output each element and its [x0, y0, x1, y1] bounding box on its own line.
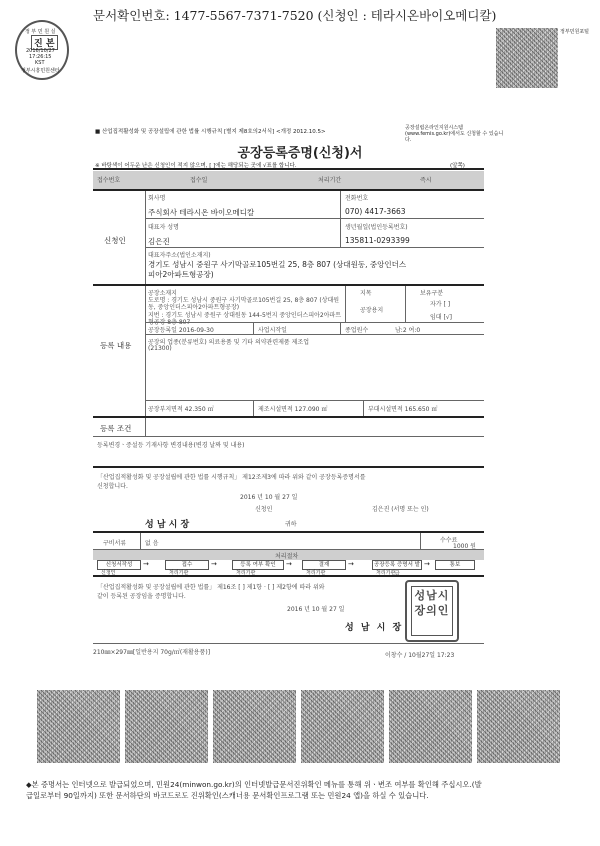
- ownership-rent-checkbox: 임대 [√]: [430, 314, 453, 321]
- receipt-no-label: 접수번호: [97, 177, 121, 184]
- company-value: 주식회사 테라시온 바이오메디칼: [148, 208, 255, 217]
- receipt-date-label: 접수일: [190, 177, 208, 184]
- land-category-value: 공장용지: [360, 307, 384, 314]
- address-value: 경기도 성남시 중원구 사기막골로105번길 25, 8층 807 (상대원동, 중앙인더스피아2아파트형공장): [148, 260, 407, 279]
- lot-address: 지번 : 경기도 성남시 중원구 상대원동 144-5번지 중앙인더스피아2아파트형공장 8층 807: [148, 312, 342, 326]
- arrow-icon: →: [211, 560, 217, 568]
- procedure-step: 등록 여부 확인: [232, 560, 284, 570]
- barcode-image: [496, 28, 558, 88]
- seal-line: 정 부 민 원 실: [25, 29, 56, 35]
- applicant-signature: 김은진 (서명 또는 인): [372, 506, 429, 513]
- procedure-step: 결재: [302, 560, 346, 570]
- certificate-date: 2016 년 10 월 27 일: [287, 606, 345, 613]
- processing-period-label: 처리기간: [318, 177, 342, 184]
- ownership-label: 보유구분: [420, 290, 444, 297]
- stamp-text: 성남시장의인: [411, 586, 453, 636]
- rep-value: 김은진: [148, 237, 170, 246]
- arrow-icon: →: [348, 560, 354, 568]
- request-date: 2016 년 10 월 27 일: [240, 494, 298, 501]
- site-area: 공장부지면적 42.350 ㎡: [148, 406, 214, 413]
- arrow-icon: →: [286, 560, 292, 568]
- law-reference: ■ 산업집적활성화 및 공장설립에 관한 법률 시행규칙 [별지 제8호의2서식] <개정 2012.10.5>: [95, 129, 326, 135]
- divider: [93, 284, 484, 286]
- manufacturing-area: 제조시설면적 127.090 ㎡: [258, 406, 328, 413]
- official-stamp: [405, 580, 459, 642]
- procedure-step-actor: 처리기관: [236, 570, 256, 576]
- certificate-text: 같이 등록된 공장임을 증명합니다.: [97, 593, 186, 600]
- security-barcode: [37, 690, 120, 763]
- divider: [140, 533, 141, 549]
- seal-line: 정부시흥민원센터: [21, 68, 60, 74]
- divider: [145, 247, 484, 248]
- procedure-step-actor: 처리기관: [306, 570, 326, 576]
- ownership-own-checkbox: 자가 [ ]: [430, 301, 451, 308]
- birth-label: 생년월일(법인등록번호): [345, 224, 408, 231]
- divider: [145, 191, 146, 284]
- processing-period-value: 즉시: [420, 177, 432, 184]
- divider: [93, 643, 484, 644]
- phone-label: 전화번호: [345, 195, 369, 202]
- registration-condition-label: 등록 조건: [100, 424, 132, 433]
- documents-label: 구비서류: [103, 540, 127, 547]
- instruction-note: ※ 바탕색이 어두운 난은 신청인이 적지 않으며, [ ]에는 해당되는 곳에 √표를 합니다.: [95, 163, 297, 169]
- business-start-label: 사업시작일: [258, 327, 287, 334]
- procedure-step: 통보: [435, 560, 475, 570]
- procedure-step-actor: 처리기관: [376, 570, 396, 576]
- registration-section-label: 등록 내용: [100, 341, 132, 350]
- documents-value: 없 음: [145, 540, 159, 547]
- request-text: 「산업집적활성화 및 공장설립에 관한 법률 시행규칙」 제12조제3에 따라 위와 같이 공장등록증명서를: [97, 474, 366, 481]
- procedure-step: 접수: [165, 560, 209, 570]
- procedure-step: 공장등록 증명서 발급: [373, 562, 420, 577]
- procedure-step-actor: 신청인: [101, 570, 116, 576]
- footer-note: 급일로부터 90일까지) 또한 문서하단의 바코드로도 진위확인(스캐너용 문서확인프로그램 또는 민원24 앱)을 하실 수 있습니다.: [26, 791, 429, 800]
- seal-main: 진 본: [31, 35, 58, 50]
- request-text: 신청합니다.: [97, 483, 128, 490]
- divider: [93, 189, 484, 191]
- security-barcode: [477, 690, 560, 763]
- recipient-suffix: 귀하: [285, 521, 297, 528]
- paper-spec: 210㎜×297㎜[일반용지 70g/㎡(재활용품)]: [93, 649, 211, 656]
- certificate-office: 성 남 시 장: [345, 623, 404, 633]
- divider: [145, 322, 484, 323]
- changes-label: 등록변경ㆍ증설등 기재사항 변경내용(변경 날짜 및 내용): [97, 442, 245, 449]
- birth-value: 135811-0293399: [345, 236, 410, 245]
- address-label: 대표자주소(법인소재지): [148, 252, 211, 259]
- divider: [145, 286, 146, 416]
- land-category-label: 지목: [360, 290, 372, 297]
- certificate-text: 「산업집적활성화 및 공장설립에 관한 법률」 제16조 [ ] 제1항 · [ ] 제2항에 따라 위와: [97, 584, 325, 591]
- employees-value: 남:2 여:0: [395, 327, 421, 334]
- divider: [145, 218, 484, 219]
- industry-value: 공장의 업종(분류번호) 의료용품 및 기타 의약관련제품 제조업: [148, 339, 310, 346]
- seal-line: 2016/10/27: [26, 48, 55, 54]
- divider: [420, 533, 421, 549]
- seal-line: KST: [35, 60, 45, 66]
- auxiliary-area: 부대시설면적 165.650 ㎡: [368, 406, 438, 413]
- divider: [253, 322, 254, 334]
- page-indicator: (앞쪽): [450, 163, 465, 169]
- footer-note: ◆본 증명서는 인터넷으로 발급되었으며, 민원24(minwon.go.kr)의 인터넷발급문서진위확인 메뉴를 통해 위ㆍ변조 여부를 확인해 주십시오.(발: [26, 780, 482, 789]
- applicant-sign-label: 신청인: [255, 506, 273, 513]
- procedure-label: 처리절차: [275, 553, 299, 560]
- applicant-section-label: 신청인: [104, 236, 126, 245]
- divider: [93, 416, 484, 418]
- divider: [253, 400, 254, 416]
- security-barcode: [389, 690, 472, 763]
- road-address: 도로명 : 경기도 성남시 중원구 사기막골로105번길 25, 8층 807 (상대원동, 중앙인더스피아2아파트형공장): [148, 297, 340, 311]
- form-title: 공장등록증명(신청)서: [237, 146, 363, 161]
- procedure-step-actor: 처리기관: [169, 570, 189, 576]
- divider: [93, 466, 484, 468]
- portal-label: 정부민원포털: [560, 29, 589, 35]
- divider: [340, 191, 341, 247]
- security-barcode: [125, 690, 208, 763]
- document-confirmation-number: 문서확인번호: 1477-5567-7371-7520 (신청인 : 테라시온바이오메디칼): [93, 8, 497, 23]
- divider: [145, 334, 484, 335]
- divider: [363, 400, 364, 416]
- procedure-step: 신청서작성: [97, 560, 141, 570]
- security-barcode: [213, 690, 296, 763]
- divider: [340, 322, 341, 334]
- employees-label: 종업원수: [345, 327, 369, 334]
- arrow-icon: →: [143, 560, 149, 568]
- divider: [93, 575, 484, 577]
- divider: [145, 400, 484, 401]
- divider: [93, 531, 484, 533]
- authenticity-seal: [15, 20, 69, 80]
- phone-value: 070) 4417-3663: [345, 207, 406, 216]
- arrow-icon: →: [424, 560, 430, 568]
- divider: [93, 436, 484, 437]
- issuer-stamp: 이창수 / 10월27일 17:23: [385, 652, 455, 659]
- recipient-office: 성 남 시 장: [145, 520, 190, 530]
- company-label: 회사명: [148, 195, 166, 202]
- fee-value: 1000 원: [453, 543, 476, 550]
- factory-address-label: 공장소재지: [148, 290, 177, 297]
- divider: [145, 418, 146, 436]
- security-barcode: [301, 690, 384, 763]
- rep-label: 대표자 성명: [148, 224, 179, 231]
- fee-label: 수수료: [440, 537, 458, 544]
- seal-line: 17:26:15: [29, 54, 52, 60]
- divider: [345, 286, 346, 322]
- industry-code: (21300): [148, 345, 172, 352]
- online-system-note: 공장설립온라인지원시스템(www.femis.go.kr)에서도 신청할 수 있습니다.: [405, 125, 504, 143]
- registration-date: 공장등록일 2016-09-30: [148, 327, 214, 334]
- divider: [405, 286, 406, 322]
